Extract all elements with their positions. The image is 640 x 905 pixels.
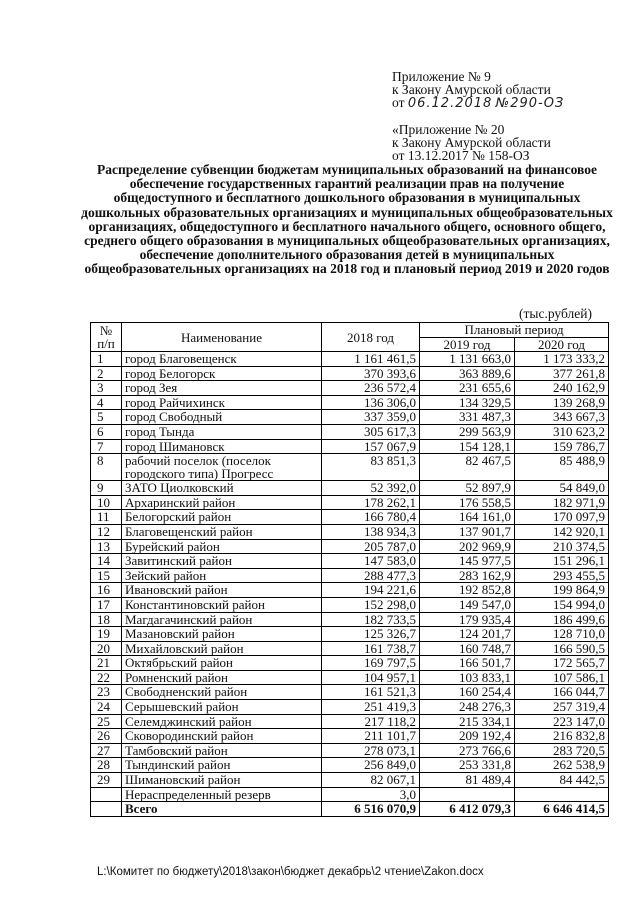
row-name: город Зея [122,381,322,396]
table-row [91,670,609,685]
row-2018: 161 521,3 [322,685,420,700]
row-2020: 186 499,6 [515,612,609,627]
row-number: 15 [91,568,122,583]
table-row [91,583,609,598]
row-2019: 283 162,9 [420,568,515,583]
row-2020: 139 268,9 [515,395,609,410]
row-2020: 216 832,8 [515,729,609,744]
header-2019: 2019 год [420,337,515,352]
row-2020: 85 488,9 [515,454,609,481]
row-number: 27 [91,743,122,758]
row-name: город Свободный [122,410,322,425]
date-prefix: от [392,95,405,110]
table-row [91,454,609,481]
row-2019: 363 889,6 [420,366,515,381]
table-row [91,366,609,381]
subsidy-table [90,322,609,817]
row-name: Мазановский район [122,627,322,642]
row-name: Свободненский район [122,685,322,700]
row-2018: 152 298,0 [322,597,420,612]
row-2018: 217 118,2 [322,714,420,729]
table-row [91,524,609,539]
row-2019: 331 487,3 [420,410,515,425]
table-row [91,439,609,454]
row-2018: 83 851,3 [322,454,420,481]
table-row [91,410,609,425]
row-name: город Тында [122,424,322,439]
row-2019: 192 852,8 [420,583,515,598]
row-2020: 159 786,7 [515,439,609,454]
table-row [91,773,609,788]
table-row [91,554,609,569]
row-2020: 223 147,0 [515,714,609,729]
handwritten-date: 06.12.2018 [407,96,493,111]
row-2020: 107 586,1 [515,670,609,685]
row-2020: 170 097,9 [515,510,609,525]
row-2018: 205 787,0 [322,539,420,554]
row-2020: 182 971,9 [515,495,609,510]
row-2018: 147 583,0 [322,554,420,569]
row-2019: 248 276,3 [420,700,515,715]
row-number: 10 [91,495,122,510]
row-2018: 194 221,6 [322,583,420,598]
row-name: Благовещенский район [122,524,322,539]
row-number: 25 [91,714,122,729]
row-2018: 256 849,0 [322,758,420,773]
row-name: Магдагачинский район [122,612,322,627]
row-2020: 84 442,5 [515,773,609,788]
table-row [91,758,609,773]
row-2020: 172 565,7 [515,656,609,671]
row-number: 26 [91,729,122,744]
table-row [91,424,609,439]
table-row [91,656,609,671]
document-title: Распределение субвенции бюджетам муниципальных образований на финансовое обеспечение государственных гарантий реализации прав на получение общедоступного и бесплатного дошкольного образования в муниципальных дошкольных образовательных организациях и муниципальных общеобразовательных организациях, общедоступного и бесплатного начального общего, основного общего, среднего общего образования в муниципальных общеобразовательных организациях, обеспечение дополнительного образования детей в муниципальных общеобразовательных организациях на 2018 год и плановый период 2019 и 2020 годов [81,162,613,277]
row-number: 16 [91,583,122,598]
appendix-law: к Закону Амурской области [392,82,551,97]
row-2019: 231 655,6 [420,381,515,396]
row-2018: 182 733,5 [322,612,420,627]
row-number: 17 [91,597,122,612]
row-2020: 240 162,9 [515,381,609,396]
row-number [91,787,122,802]
row-2019: 166 501,7 [420,656,515,671]
table-row [91,627,609,642]
row-2020: 210 374,5 [515,539,609,554]
total-2019: 6 412 079,3 [420,802,515,817]
row-2020: 262 538,9 [515,758,609,773]
row-name: Ромненский район [122,670,322,685]
row-2018: 104 957,1 [322,670,420,685]
row-number: 1 [91,352,122,367]
row-2019 [420,787,515,802]
row-name: Архаринский район [122,495,322,510]
row-2020: 151 296,1 [515,554,609,569]
row-2020: 166 590,5 [515,641,609,656]
table-row [91,395,609,410]
header-no: № п/п [91,323,122,352]
row-2019: 273 766,6 [420,743,515,758]
row-2020: 166 044,7 [515,685,609,700]
row-number: 4 [91,395,122,410]
row-name: Белогорский район [122,510,322,525]
row-name: город Благовещенск [122,352,322,367]
row-name: Константиновский район [122,597,322,612]
header-2018: 2018 год [322,323,420,352]
row-name: Нераспределенный резерв [122,787,322,802]
row-2018: 178 262,1 [322,495,420,510]
total-row [91,802,609,817]
row-name: город Шимановск [122,439,322,454]
row-2018: 125 326,7 [322,627,420,642]
table-row [91,612,609,627]
row-name: Завитинский район [122,554,322,569]
total-label: Всего [122,802,322,817]
row-2018: 157 067,9 [322,439,420,454]
row-2018: 161 738,7 [322,641,420,656]
prev-appendix-number: «Приложение № 20 [392,122,505,137]
row-2020: 310 623,2 [515,424,609,439]
row-number: 22 [91,670,122,685]
table-row [91,352,609,367]
table-row [91,597,609,612]
row-2019: 160 254,4 [420,685,515,700]
row-2019: 299 563,9 [420,424,515,439]
row-2019: 103 833,1 [420,670,515,685]
row-name: Бурейский район [122,539,322,554]
row-number: 6 [91,424,122,439]
row-2020: 154 994,0 [515,597,609,612]
row-2018: 166 780,4 [322,510,420,525]
row-name: Михайловский район [122,641,322,656]
row-2020: 343 667,3 [515,410,609,425]
row-name: рабочий поселок (поселок городского типа) Прогресс [122,454,322,481]
handwritten-number: №290-ОЗ [495,96,565,111]
appendix-header [392,70,564,110]
row-name: город Белогорск [122,366,322,381]
row-2018: 138 934,3 [322,524,420,539]
header-2020: 2020 год [515,337,609,352]
row-2019: 176 558,5 [420,495,515,510]
row-2019: 215 334,1 [420,714,515,729]
row-2018: 52 392,0 [322,481,420,496]
row-number: 29 [91,773,122,788]
row-name: Шимановский район [122,773,322,788]
row-name: город Райчихинск [122,395,322,410]
row-2018: 211 101,7 [322,729,420,744]
previous-appendix-header [392,123,551,162]
row-2019: 82 467,5 [420,454,515,481]
table-row [91,787,609,802]
row-name: Селемджинский район [122,714,322,729]
row-name: Серышевский район [122,700,322,715]
row-number: 28 [91,758,122,773]
row-number: 18 [91,612,122,627]
total-no [91,802,122,817]
row-2018: 3,0 [322,787,420,802]
row-2018: 288 477,3 [322,568,420,583]
row-number: 19 [91,627,122,642]
row-2018: 278 073,1 [322,743,420,758]
row-number: 9 [91,481,122,496]
table-row [91,743,609,758]
header-name: Наименование [122,323,322,352]
row-2020: 142 920,1 [515,524,609,539]
row-2018: 236 572,4 [322,381,420,396]
table-row [91,729,609,744]
table-row [91,641,609,656]
row-number: 12 [91,524,122,539]
units-label: (тыс.рублей) [519,306,592,321]
row-number: 8 [91,454,122,481]
row-2018: 169 797,5 [322,656,420,671]
row-2019: 124 201,7 [420,627,515,642]
row-2018: 82 067,1 [322,773,420,788]
row-name: Тамбовский район [122,743,322,758]
appendix-number: Приложение № 9 [392,69,491,84]
row-2019: 134 329,5 [420,395,515,410]
row-name: Ивановский район [122,583,322,598]
table-row [91,685,609,700]
row-2019: 52 897,9 [420,481,515,496]
appendix-date-line [392,96,564,110]
row-2019: 160 748,7 [420,641,515,656]
table-row [91,510,609,525]
row-number: 7 [91,439,122,454]
table-row [91,568,609,583]
row-2019: 179 935,4 [420,612,515,627]
row-number: 24 [91,700,122,715]
row-2019: 137 901,7 [420,524,515,539]
row-number: 21 [91,656,122,671]
prev-appendix-date: от 13.12.2017 № 158-ОЗ [392,148,530,163]
row-2020: 54 849,0 [515,481,609,496]
row-2020: 257 319,4 [515,700,609,715]
row-2018: 136 306,0 [322,395,420,410]
row-2020: 293 455,5 [515,568,609,583]
row-name: ЗАТО Циолковский [122,481,322,496]
row-number: 2 [91,366,122,381]
table-row [91,381,609,396]
row-2019: 145 977,5 [420,554,515,569]
row-name: Тындинский район [122,758,322,773]
row-2020 [515,787,609,802]
row-2019: 81 489,4 [420,773,515,788]
row-2019: 149 547,0 [420,597,515,612]
row-number: 11 [91,510,122,525]
row-2020: 199 864,9 [515,583,609,598]
row-2019: 209 192,4 [420,729,515,744]
row-2018: 337 359,0 [322,410,420,425]
row-2018: 305 617,3 [322,424,420,439]
row-number: 3 [91,381,122,396]
row-2018: 1 161 461,5 [322,352,420,367]
row-number: 13 [91,539,122,554]
row-name: Октябрьский район [122,656,322,671]
total-2020: 6 646 414,5 [515,802,609,817]
table-row [91,714,609,729]
row-2020: 283 720,5 [515,743,609,758]
row-number: 5 [91,410,122,425]
table-row [91,539,609,554]
row-2019: 202 969,9 [420,539,515,554]
row-2019: 164 161,0 [420,510,515,525]
row-2020: 377 261,8 [515,366,609,381]
prev-appendix-law: к Закону Амурской области [392,135,551,150]
row-number: 23 [91,685,122,700]
row-2019: 154 128,1 [420,439,515,454]
row-2020: 128 710,0 [515,627,609,642]
row-2019: 1 131 663,0 [420,352,515,367]
table-row [91,495,609,510]
row-number: 20 [91,641,122,656]
row-name: Сковородинский район [122,729,322,744]
header-plan-period: Плановый период [420,323,609,338]
row-name: Зейский район [122,568,322,583]
row-2018: 251 419,3 [322,700,420,715]
row-2018: 370 393,6 [322,366,420,381]
row-2019: 253 331,8 [420,758,515,773]
table-body [91,352,609,817]
table-row [91,481,609,496]
file-path-footer: L:\Комитет по бюджету\2018\закон\бюджет декабрь\2 чтение\Zakon.docx [97,866,484,878]
total-2018: 6 516 070,9 [322,802,420,817]
table-row [91,700,609,715]
row-2020: 1 173 333,2 [515,352,609,367]
row-number: 14 [91,554,122,569]
